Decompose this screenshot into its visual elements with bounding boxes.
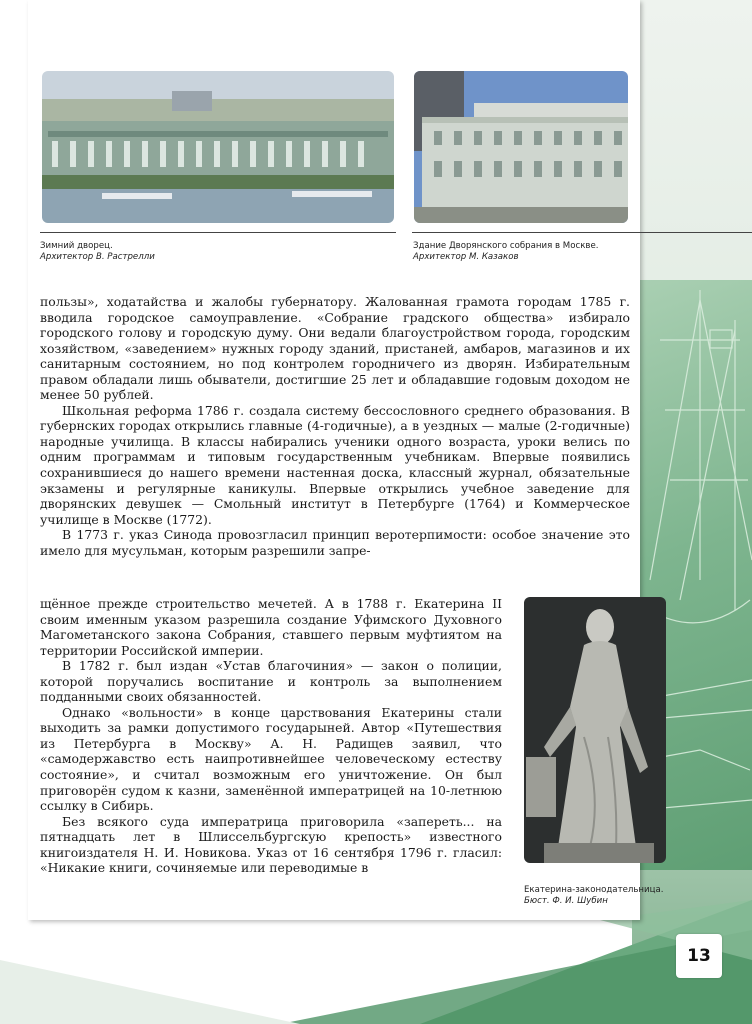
winter-palace-caption-line1: Зимний дворец.	[40, 241, 113, 251]
caption-rule-left	[40, 232, 396, 233]
paragraph-4: В 1782 г. был издан «Устав благочиния» — закон о полиции, которой поручались воспитание и контроль за выполнением подданными своих обязанностей.	[40, 658, 502, 705]
winter-palace-caption-line2: Архитектор В. Растрелли	[40, 252, 155, 262]
paragraph-3-first: В 1773 г. указ Синода провозгласил принцип веротерпимости: особое значение это имело для мусульман, которым разрешили запре-	[40, 527, 630, 558]
noble-assembly-photo	[414, 71, 628, 223]
caption-rule-right	[412, 232, 752, 233]
paragraph-3-rest: щённое прежде строительство мечетей. А в 1788 г. Екатерина II своим именным указом разрешила создание Уфимского Духовного Магометанского закона Собрания, ставшего первым муфтиятом на территории Российской империи.	[40, 596, 502, 658]
noble-assembly-caption-line2: Архитектор М. Казаков	[413, 252, 519, 262]
catherine-statue-photo	[524, 597, 666, 863]
noble-assembly-caption-line1: Здание Дворянского собрания в Москве.	[413, 241, 599, 251]
paragraph-6: Без всякого суда императрица приговорила «запереть... на пятнадцать лет в Шлиссельбургскую крепость» известного книгоиздателя Н. И. Новикова. Указ от 16 сентября 1796 г. гласил: «Никакие книги, сочиняемые или переводимые в	[40, 813, 502, 876]
paragraph-5: Однако «вольности» в конце царствования Екатерины стали выходить за рамки допустимого государыней. Автор «Путешествия из Петербурга в Москву» А. Н. Радищев заявил, что «самодержавство есть наипротивнейшее человеческому естеству состояние», и считал возможным его уничтожение. Он был приговорён судом к казни, заменённой императрицей на 10-летнюю ссылку в Сибирь.	[40, 704, 502, 814]
winter-palace-photo	[42, 71, 394, 223]
paragraph-2: Школьная реформа 1786 г. создала систему бессословного среднего образования. В губернских городах открылись главные (4-годичные), а в уездных — малые (2-годичные) народные училища. В классы набирались ученики одного возраста, уроки велись по одним программам и типовым государственным учебникам. Впервые появились сохранившиеся до нашего времени настенная доска, классный журнал, обязательные экзамены и регулярные каникулы. Впервые открылись учебное заведение для дворянских девушек — Смольный институт в Петербурге (1764) и Коммерческое училище в Москве (1772).	[40, 402, 630, 527]
catherine-statue-caption-line2: Бюст. Ф. И. Шубин	[524, 896, 608, 906]
main-text-block	[40, 294, 630, 558]
winter-palace-caption	[40, 241, 380, 263]
wrapped-text-block	[40, 596, 502, 876]
catherine-statue-caption	[524, 885, 724, 907]
catherine-statue-caption-line1: Екатерина-законодательница.	[524, 885, 664, 895]
noble-assembly-caption	[413, 241, 743, 263]
page-number: 13	[676, 934, 722, 978]
paragraph-1: пользы», ходатайства и жалобы губернатору. Жалованная грамота городам 1785 г. вводила городское самоуправление. «Собрание градского общества» избирало городского голову и городскую думу. Они ведали благоустройством города, городским хозяйством, «заведением» нужных городу зданий, пристаней, амбаров, магазинов и их санитарным состоянием, но под контролем городничего из дворян. Избирательным правом обладали лишь обыватели, достигшие 25 лет и обладавшие годовым доходом не менее 50 рублей.	[40, 294, 630, 403]
